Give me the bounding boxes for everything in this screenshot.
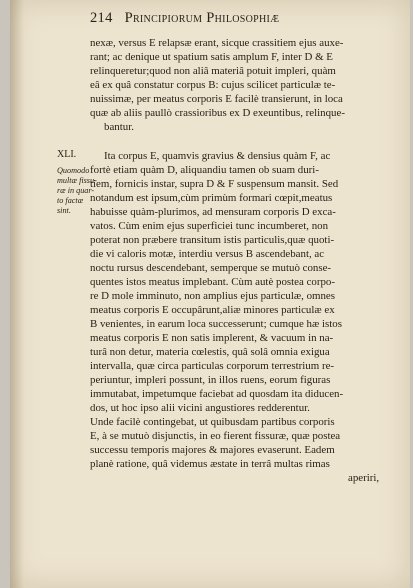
text-line: quentes istos meatus implebant. Cùm autè postea corpo- bbox=[90, 276, 335, 288]
text-line: nuissimæ, per meatus corporis E facilè transierunt, in loca bbox=[90, 93, 343, 105]
marginal-note-line: multæ fissu- bbox=[57, 176, 97, 185]
text-line: Unde facilè contingebat, ut quibusdam partibus corporis bbox=[90, 416, 335, 428]
marginal-note-line: sint. bbox=[57, 206, 71, 215]
page-gutter-shadow bbox=[10, 0, 24, 588]
text-line: immutabat, impetumque faciebat ad quosdam ita diducen- bbox=[90, 388, 344, 400]
text-line: E, à se mutuò disjunctis, in eo fierent fissuræ, quæ postea bbox=[90, 430, 341, 442]
text-line: planè ratione, quâ videmus æstate in terrâ multas rimas bbox=[90, 458, 330, 470]
text-line: successu temporis majores & majores evaserunt. Eadem bbox=[90, 444, 335, 456]
text-line: relinqueretur;quod non aliâ materiâ potuit impleri, quàm bbox=[90, 65, 336, 77]
text-line: B venientes, in earum loca successerunt; cumque hæ istos bbox=[90, 318, 342, 330]
text-line: fortè etiam quàm D, aliquandiu tamen ob suam duri- bbox=[90, 164, 319, 176]
text-line: bantur. bbox=[104, 121, 134, 133]
text-line: dos, ut hoc ipso alii vicini angustiores redderentur. bbox=[90, 402, 310, 414]
marginal-note-line: Quomodo bbox=[57, 166, 90, 175]
text-line: turâ non detur, materia cœlestis, quâ solâ omnia exigua bbox=[90, 346, 330, 358]
text-line: Ita corpus E, quamvis gravius & densius quàm F, ac bbox=[104, 150, 331, 162]
text-line: re D mole imminuto, non amplius ejus particulæ, omnes bbox=[90, 290, 336, 302]
text-line: die vi caloris motæ, interdiu versus B ascendebant, ac bbox=[90, 248, 325, 260]
text-line: eâ ex quâ constatur corpus B: cujus scilicet particulæ te- bbox=[90, 79, 336, 91]
marginal-note-line: ræ in quar- bbox=[57, 186, 95, 195]
text-line: notandum est ipsum,cùm primùm formari cœpit,meatus bbox=[90, 192, 333, 204]
text-line: tiem, fornicis instar, supra D & F suspensum mansit. Sed bbox=[90, 178, 339, 190]
text-line: meatus corporis E occupârunt,aliæ minores particulæ ex bbox=[90, 304, 335, 316]
text-line: noctu rursus descendebant, semperque se mutuò conse- bbox=[90, 262, 332, 274]
page-header bbox=[90, 10, 390, 26]
page-number: 214 bbox=[90, 10, 113, 26]
text-line: nexæ, versus E relapsæ erant, sicque crassitiem ejus auxe- bbox=[90, 37, 344, 49]
marginal-note bbox=[57, 166, 97, 216]
text-line: poterat non præbere transitum istis particulis,quæ quoti- bbox=[90, 234, 335, 246]
text-line: vatos. Cùm enim ejus superficiei tunc incumberet, non bbox=[90, 220, 329, 232]
section-number: XLI. bbox=[57, 149, 77, 160]
running-head: Principiorum Philosophiæ bbox=[124, 10, 280, 26]
text-line: meatus corporis E non satis implerent, & vacuum in na- bbox=[90, 332, 334, 344]
text-line: habuisse quàm-plurimos, ad mensuram corporis D exca- bbox=[90, 206, 336, 218]
catchword: aperiri, bbox=[348, 472, 380, 484]
text-line: periuntur, impleri possunt, in illos ruens, eorum figuras bbox=[90, 374, 331, 386]
text-line: quæ ab aliis paullò crassioribus ex D exeuntibus, relinque- bbox=[90, 107, 345, 119]
marginal-note-line: to factæ bbox=[57, 196, 84, 205]
text-line: intervalla, quæ circa particulas corporum terrestrium re- bbox=[90, 360, 335, 372]
text-line: rant; ac denique ut spatium satis amplum F, inter D & E bbox=[90, 51, 333, 63]
